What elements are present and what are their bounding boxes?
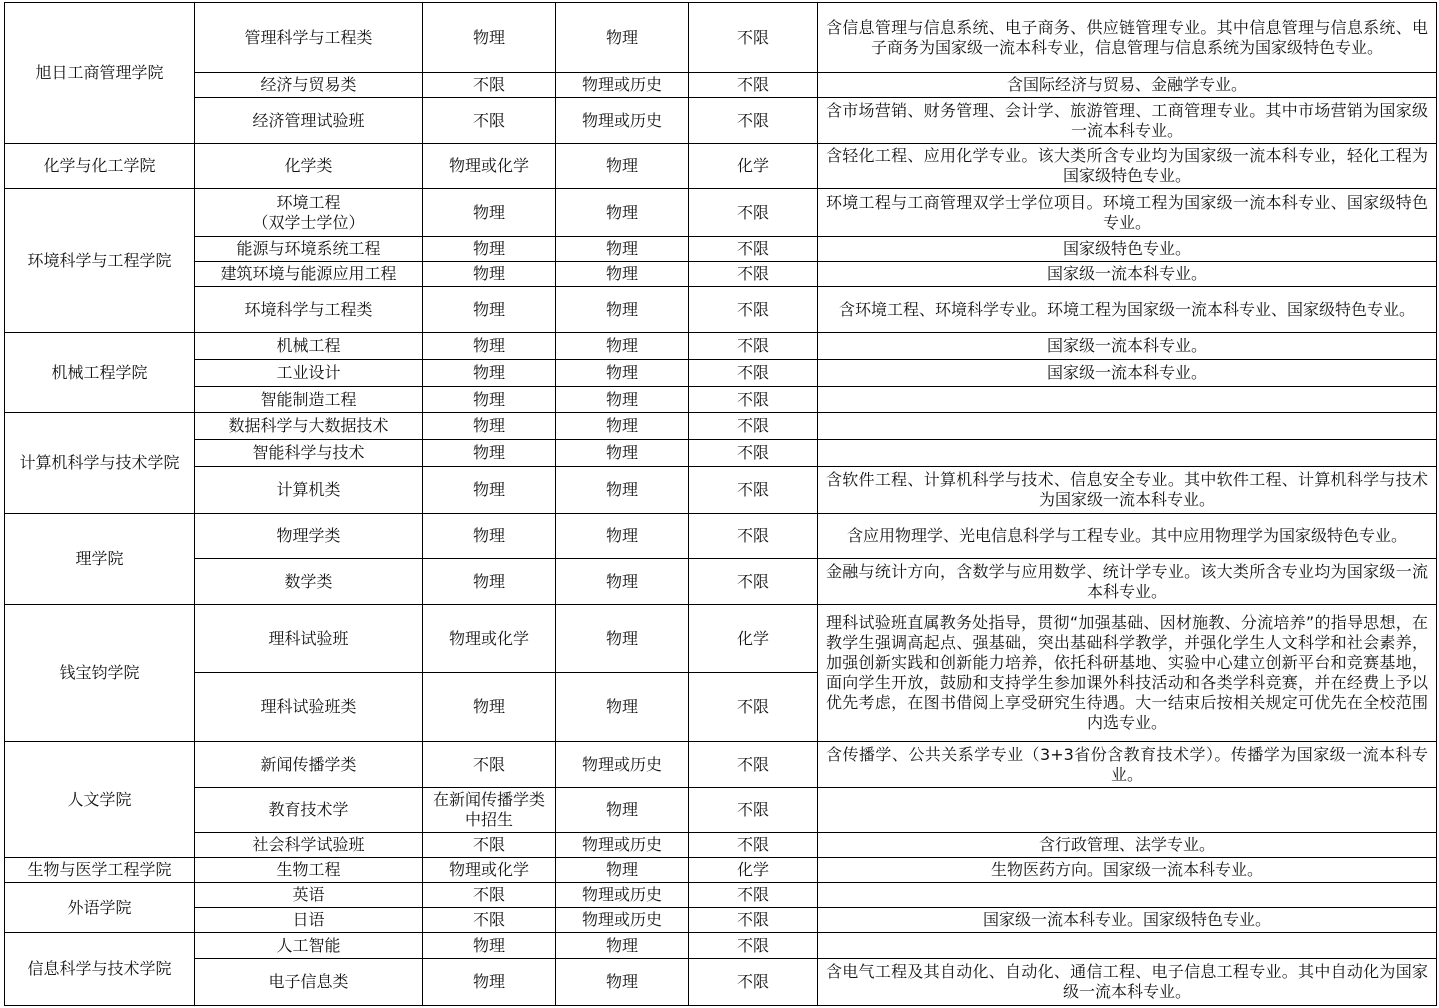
req1-cell: 不限 — [423, 833, 556, 858]
table-row — [5, 883, 1437, 908]
note-cell — [818, 788, 1437, 833]
req2-cell: 物理 — [556, 559, 689, 605]
table-row — [5, 959, 1437, 1006]
table-row — [5, 333, 1437, 360]
req3-cell: 不限 — [689, 73, 818, 98]
note-cell: 含环境工程、环境科学专业。环境工程为国家级一流本科专业、国家级特色专业。 — [818, 287, 1437, 333]
major-cell: 教育技术学 — [195, 788, 423, 833]
req2-cell: 物理 — [556, 287, 689, 333]
req1-cell: 物理 — [423, 189, 556, 237]
note-cell — [818, 440, 1437, 467]
note-cell: 国家级特色专业。 — [818, 237, 1437, 262]
major-cell: 管理科学与工程类 — [195, 3, 423, 73]
req1-cell: 物理 — [423, 959, 556, 1006]
req2-cell: 物理 — [556, 189, 689, 237]
req2-cell: 物理 — [556, 360, 689, 387]
dept-cell: 人文学院 — [5, 742, 195, 858]
req3-cell: 化学 — [689, 144, 818, 189]
table-row — [5, 189, 1437, 237]
table-row — [5, 144, 1437, 189]
major-cell: 人工智能 — [195, 933, 423, 959]
note-cell: 国家级一流本科专业。国家级特色专业。 — [818, 908, 1437, 933]
note-cell: 含轻化工程、应用化学专业。该大类所含专业均为国家级一流本科专业，轻化工程为国家级特色专业。 — [818, 144, 1437, 189]
req2-cell: 物理 — [556, 3, 689, 73]
major-cell: 计算机类 — [195, 467, 423, 514]
table-row — [5, 387, 1437, 413]
req3-cell: 不限 — [689, 959, 818, 1006]
req1-cell: 物理 — [423, 287, 556, 333]
req2-cell: 物理 — [556, 605, 689, 673]
req2-cell: 物理 — [556, 262, 689, 287]
major-cell: 建筑环境与能源应用工程 — [195, 262, 423, 287]
table-row — [5, 933, 1437, 959]
major-cell: 智能科学与技术 — [195, 440, 423, 467]
req1-cell: 在新闻传播学类中招生 — [423, 788, 556, 833]
dept-cell: 外语学院 — [5, 883, 195, 933]
req3-cell: 不限 — [689, 673, 818, 742]
req1-cell: 物理 — [423, 440, 556, 467]
table-row — [5, 287, 1437, 333]
req3-cell: 不限 — [689, 360, 818, 387]
req2-cell: 物理 — [556, 440, 689, 467]
req2-cell: 物理 — [556, 858, 689, 883]
table-row — [5, 742, 1437, 788]
dept-cell: 信息科学与技术学院 — [5, 933, 195, 1006]
req2-cell: 物理 — [556, 514, 689, 559]
dept-cell: 理学院 — [5, 514, 195, 605]
req3-cell: 不限 — [689, 833, 818, 858]
req2-cell: 物理或历史 — [556, 833, 689, 858]
req2-cell: 物理 — [556, 144, 689, 189]
req1-cell: 不限 — [423, 73, 556, 98]
major-cell: 经济管理试验班 — [195, 98, 423, 144]
req1-cell: 物理 — [423, 413, 556, 440]
table-row — [5, 559, 1437, 605]
major-cell: 环境科学与工程类 — [195, 287, 423, 333]
req3-cell: 不限 — [689, 98, 818, 144]
table-row — [5, 788, 1437, 833]
table-row — [5, 73, 1437, 98]
note-cell — [818, 387, 1437, 413]
req3-cell: 不限 — [689, 237, 818, 262]
note-cell — [818, 883, 1437, 908]
req3-cell: 不限 — [689, 287, 818, 333]
major-cell: 新闻传播学类 — [195, 742, 423, 788]
table-row — [5, 858, 1437, 883]
major-cell: 理科试验班 — [195, 605, 423, 673]
note-cell: 理科试验班直属教务处指导，贯彻“加强基础、因材施教、分流培养”的指导思想，在教学生强调高起点、强基础，突出基础科学教学，并强化学生人文科学和社会素养，加强创新实践和创新能力培养，依托科研基地、实验中心建立创新平台和竞赛基地，面向学生开放，鼓励和支持学生参加课外科技活动和各类学科竞赛，并在经费上予以优先考虑，在图书借阅上享受研究生待遇。大一结束后按相关规定可优先在全校范围内选专业。 — [818, 605, 1437, 742]
req2-cell: 物理 — [556, 237, 689, 262]
req2-cell: 物理或历史 — [556, 883, 689, 908]
table-row — [5, 467, 1437, 514]
req1-cell: 物理 — [423, 467, 556, 514]
req2-cell: 物理 — [556, 933, 689, 959]
req3-cell: 不限 — [689, 262, 818, 287]
table-row — [5, 3, 1437, 73]
req3-cell: 不限 — [689, 467, 818, 514]
note-cell: 国家级一流本科专业。 — [818, 333, 1437, 360]
req3-cell: 不限 — [689, 333, 818, 360]
note-cell: 含国际经济与贸易、金融学专业。 — [818, 73, 1437, 98]
req3-cell: 不限 — [689, 189, 818, 237]
req2-cell: 物理 — [556, 673, 689, 742]
req2-cell: 物理或历史 — [556, 742, 689, 788]
req2-cell: 物理 — [556, 387, 689, 413]
note-cell: 环境工程与工商管理双学士学位项目。环境工程为国家级一流本科专业、国家级特色专业。 — [818, 189, 1437, 237]
note-cell: 金融与统计方向，含数学与应用数学、统计学专业。该大类所含专业均为国家级一流本科专业。 — [818, 559, 1437, 605]
note-cell: 国家级一流本科专业。 — [818, 360, 1437, 387]
dept-cell: 机械工程学院 — [5, 333, 195, 413]
note-cell: 国家级一流本科专业。 — [818, 262, 1437, 287]
major-cell: 工业设计 — [195, 360, 423, 387]
note-cell: 含传播学、公共关系学专业（3+3省份含教育技术学）。传播学为国家级一流本科专业。 — [818, 742, 1437, 788]
major-cell: 理科试验班类 — [195, 673, 423, 742]
major-cell: 日语 — [195, 908, 423, 933]
req3-cell: 不限 — [689, 883, 818, 908]
major-cell: 数据科学与大数据技术 — [195, 413, 423, 440]
req3-cell: 不限 — [689, 908, 818, 933]
dept-cell: 钱宝钧学院 — [5, 605, 195, 742]
table-row — [5, 514, 1437, 559]
req1-cell: 不限 — [423, 98, 556, 144]
note-cell: 生物医药方向。国家级一流本科专业。 — [818, 858, 1437, 883]
req3-cell: 不限 — [689, 742, 818, 788]
note-cell: 含电气工程及其自动化、自动化、通信工程、电子信息工程专业。其中自动化为国家级一流本科专业。 — [818, 959, 1437, 1006]
note-cell: 含信息管理与信息系统、电子商务、供应链管理专业。其中信息管理与信息系统、电子商务为国家级一流本科专业，信息管理与信息系统为国家级特色专业。 — [818, 3, 1437, 73]
req2-cell: 物理或历史 — [556, 98, 689, 144]
note-cell: 含应用物理学、光电信息科学与工程专业。其中应用物理学为国家级特色专业。 — [818, 514, 1437, 559]
note-cell: 含软件工程、计算机科学与技术、信息安全专业。其中软件工程、计算机科学与技术为国家级一流本科专业。 — [818, 467, 1437, 514]
major-cell: 化学类 — [195, 144, 423, 189]
major-cell: 英语 — [195, 883, 423, 908]
req3-cell: 不限 — [689, 413, 818, 440]
major-cell: 社会科学试验班 — [195, 833, 423, 858]
req3-cell: 不限 — [689, 3, 818, 73]
major-cell: 智能制造工程 — [195, 387, 423, 413]
note-cell — [818, 413, 1437, 440]
req1-cell: 物理或化学 — [423, 144, 556, 189]
table-row — [5, 98, 1437, 144]
req3-cell: 化学 — [689, 858, 818, 883]
dept-cell: 计算机科学与技术学院 — [5, 413, 195, 514]
major-cell: 机械工程 — [195, 333, 423, 360]
major-cell: 物理学类 — [195, 514, 423, 559]
req2-cell: 物理或历史 — [556, 908, 689, 933]
req3-cell: 不限 — [689, 514, 818, 559]
major-cell: 生物工程 — [195, 858, 423, 883]
req1-cell: 物理 — [423, 3, 556, 73]
req1-cell: 物理 — [423, 673, 556, 742]
req1-cell: 物理 — [423, 237, 556, 262]
req1-cell: 物理 — [423, 262, 556, 287]
table-row — [5, 908, 1437, 933]
major-name: 环境工程 — [276, 192, 341, 212]
major-subtitle: （双学士学位） — [252, 212, 365, 232]
req1-cell: 不限 — [423, 742, 556, 788]
req3-cell: 不限 — [689, 440, 818, 467]
req1-cell: 物理或化学 — [423, 858, 556, 883]
req3-cell: 不限 — [689, 559, 818, 605]
req2-cell: 物理或历史 — [556, 73, 689, 98]
req1-cell: 物理或化学 — [423, 605, 556, 673]
note-cell: 含行政管理、法学专业。 — [818, 833, 1437, 858]
table-row — [5, 237, 1437, 262]
req2-cell: 物理 — [556, 788, 689, 833]
req1-cell: 物理 — [423, 387, 556, 413]
table-row — [5, 605, 1437, 673]
note-cell — [818, 933, 1437, 959]
note-cell: 含市场营销、财务管理、会计学、旅游管理、工商管理专业。其中市场营销为国家级一流本科专业。 — [818, 98, 1437, 144]
major-cell: 数学类 — [195, 559, 423, 605]
req2-cell: 物理 — [556, 959, 689, 1006]
req2-cell: 物理 — [556, 467, 689, 514]
dept-cell: 生物与医学工程学院 — [5, 858, 195, 883]
dept-cell: 环境科学与工程学院 — [5, 189, 195, 333]
table-row — [5, 360, 1437, 387]
req1-cell: 物理 — [423, 933, 556, 959]
dept-cell: 旭日工商管理学院 — [5, 3, 195, 144]
dept-cell: 化学与化工学院 — [5, 144, 195, 189]
req1-cell: 不限 — [423, 908, 556, 933]
req2-cell: 物理 — [556, 413, 689, 440]
req1-cell: 物理 — [423, 360, 556, 387]
table-row — [5, 440, 1437, 467]
req1-cell: 物理 — [423, 333, 556, 360]
req1-cell: 物理 — [423, 514, 556, 559]
major-cell — [195, 189, 423, 237]
table-row — [5, 833, 1437, 858]
major-cell: 经济与贸易类 — [195, 73, 423, 98]
req3-cell: 不限 — [689, 933, 818, 959]
table-row — [5, 413, 1437, 440]
req3-cell: 化学 — [689, 605, 818, 673]
req2-cell: 物理 — [556, 333, 689, 360]
admission-table — [4, 2, 1437, 1006]
major-cell: 电子信息类 — [195, 959, 423, 1006]
req1-cell: 物理 — [423, 559, 556, 605]
table-row — [5, 262, 1437, 287]
req3-cell: 不限 — [689, 387, 818, 413]
req3-cell: 不限 — [689, 788, 818, 833]
major-cell: 能源与环境系统工程 — [195, 237, 423, 262]
req1-cell: 不限 — [423, 883, 556, 908]
